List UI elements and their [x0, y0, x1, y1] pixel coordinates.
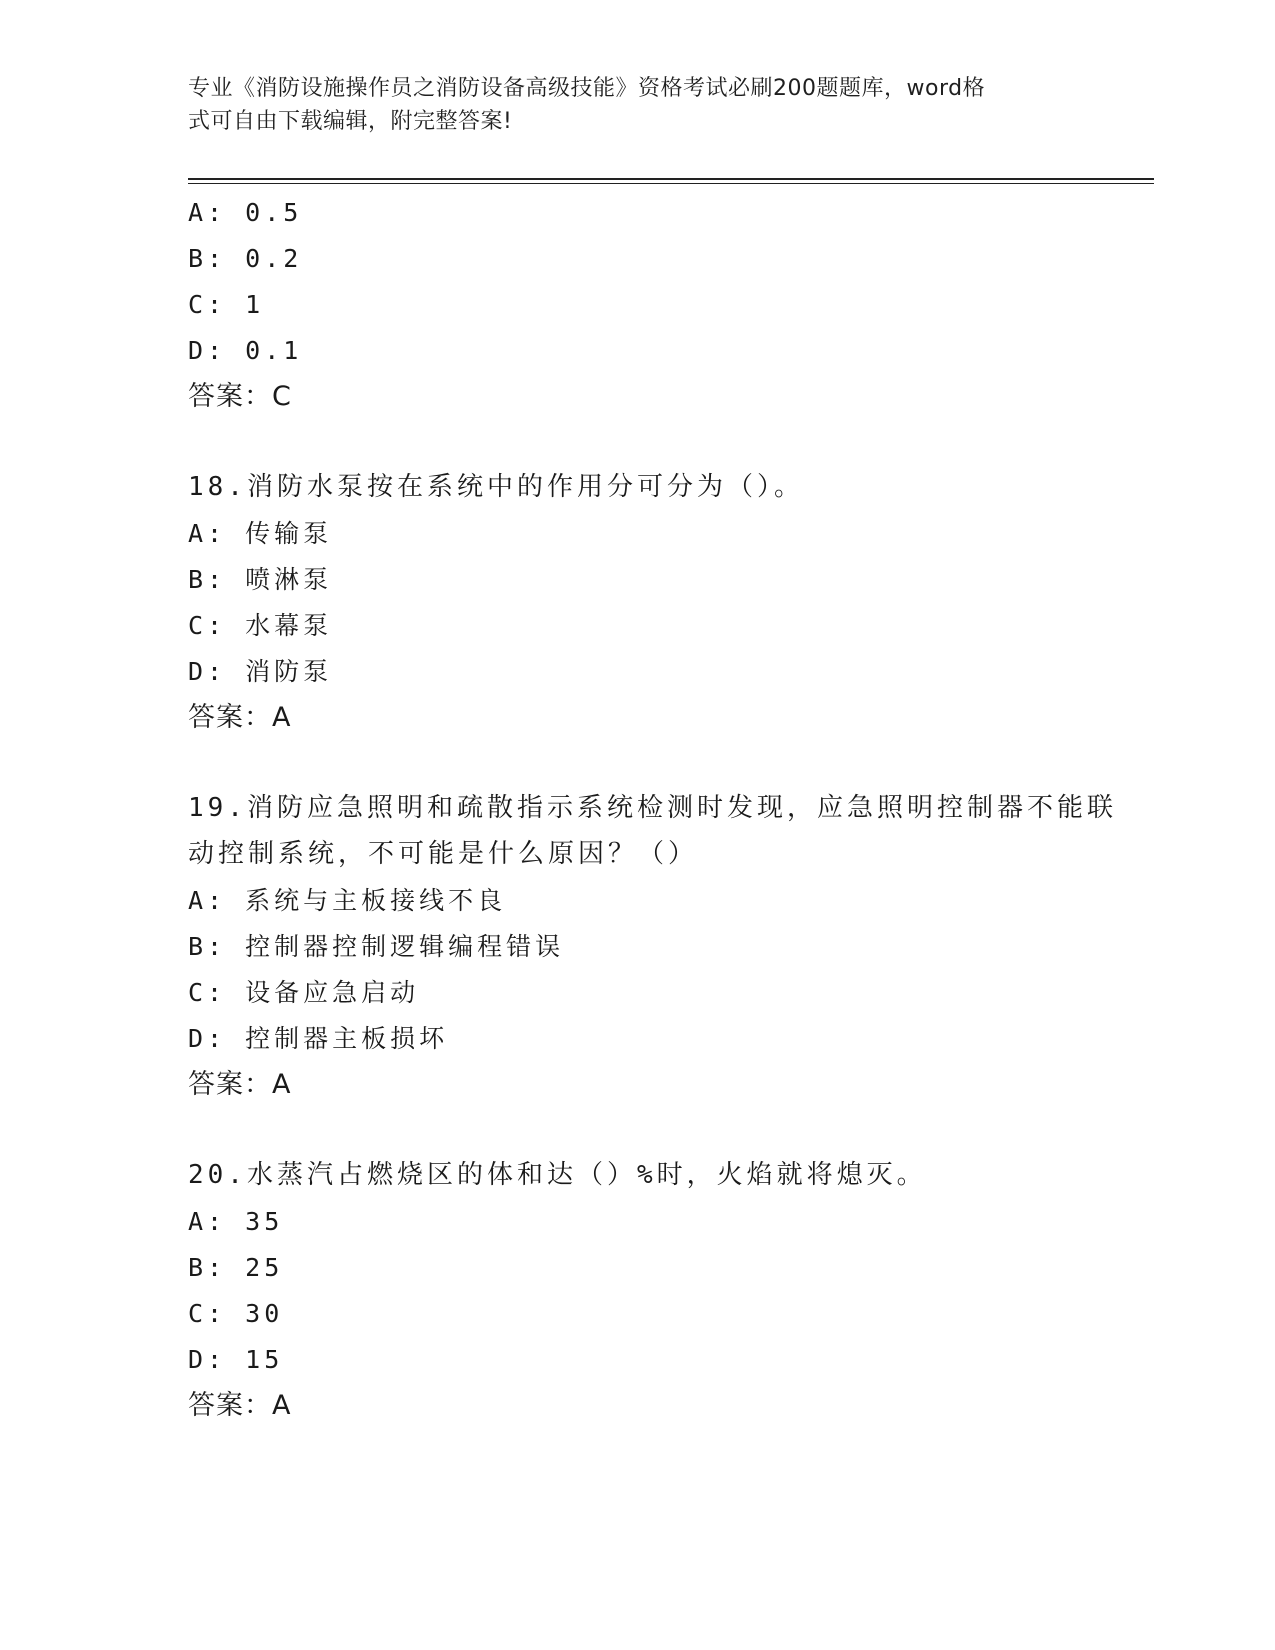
option-a: A: 传输泵: [188, 519, 333, 548]
option-d: D: 0.1: [188, 336, 303, 365]
option-c: C: 水幕泵: [188, 611, 333, 640]
answer-line: 答案：A: [188, 1069, 292, 1100]
question-block-17: [188, 190, 1088, 420]
option-c: C: 1: [188, 290, 265, 319]
option-a: A: 35: [188, 1207, 284, 1236]
question-block-19: [188, 786, 1117, 1108]
document-header: [188, 72, 1068, 138]
answer-line: 答案：C: [188, 381, 292, 412]
option-a: A: 0.5: [188, 198, 303, 227]
question-block-18: [188, 465, 1088, 741]
option-d: D: 控制器主板损坏: [188, 1024, 449, 1053]
option-b: B: 25: [188, 1253, 284, 1282]
question-text-line-1: 19.消防应急照明和疏散指示系统检测时发现，应急照明控制器不能联: [188, 793, 1117, 823]
answer-line: 答案：A: [188, 702, 292, 733]
option-b: B: 0.2: [188, 244, 303, 273]
option-b: B: 控制器控制逻辑编程错误: [188, 932, 565, 961]
question-text: 20.水蒸汽占燃烧区的体和达（）%时，火焰就将熄灭。: [188, 1160, 927, 1190]
option-d: D: 消防泵: [188, 657, 333, 686]
question-block-20: [188, 1153, 1088, 1429]
option-c: C: 30: [188, 1299, 284, 1328]
question-text-line-2: 动控制系统，不可能是什么原因？（）: [188, 839, 699, 869]
option-a: A: 系统与主板接线不良: [188, 886, 507, 915]
header-line-2: 式可自由下载编辑，附完整答案!: [188, 109, 513, 134]
question-text: 18.消防水泵按在系统中的作用分可分为（）。: [188, 472, 804, 502]
question-list: [188, 190, 1117, 1429]
option-b: B: 喷淋泵: [188, 565, 333, 594]
answer-line: 答案：A: [188, 1390, 292, 1421]
header-line-1: 专业《消防设施操作员之消防设备高级技能》资格考试必刷200题题库，word格: [188, 76, 986, 101]
option-d: D: 15: [188, 1345, 284, 1374]
header-divider: [188, 178, 1154, 180]
option-c: C: 设备应急启动: [188, 978, 420, 1007]
header-divider-thin: [188, 183, 1154, 184]
